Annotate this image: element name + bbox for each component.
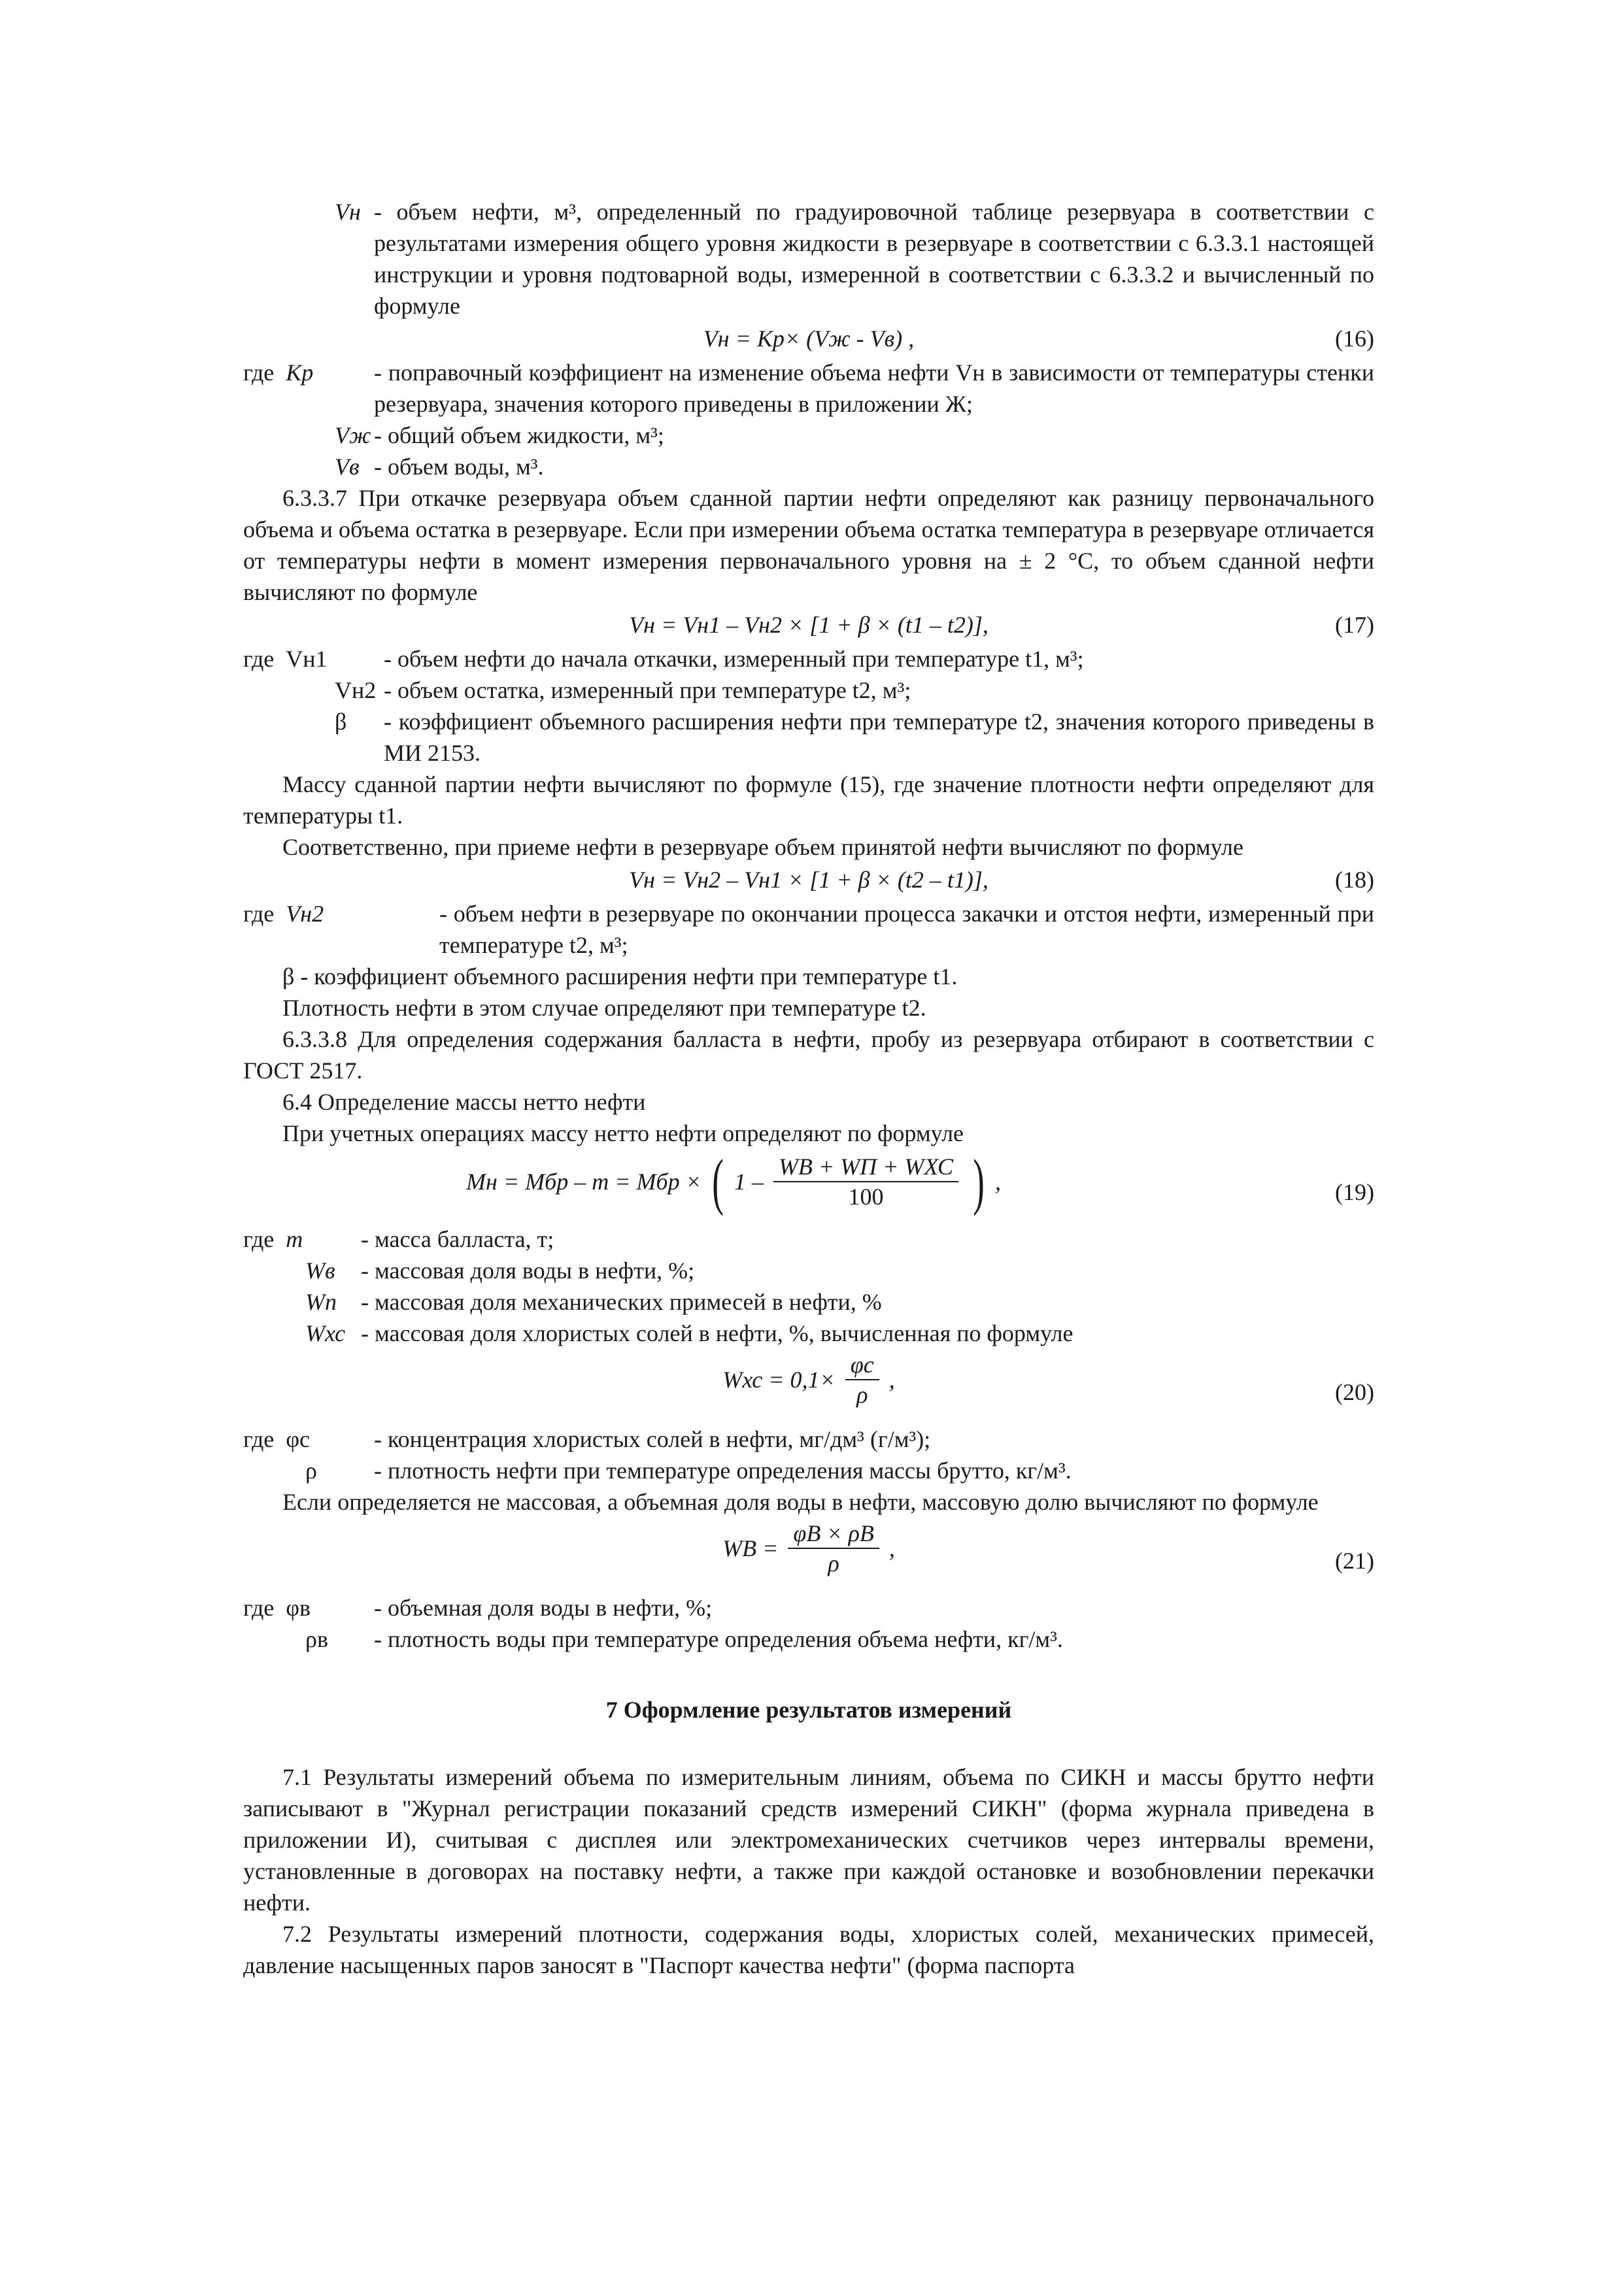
where-label: где: [243, 1595, 275, 1621]
paragraph-6338: 6.3.3.8 Для определения содержания балласта в нефти, пробу из резервуара отбирают в соответствии с ГОСТ 2517.: [243, 1026, 1374, 1084]
symbol: m: [286, 1226, 303, 1252]
formula-18: [243, 864, 1374, 897]
definition-vn2-accept: [243, 898, 1374, 961]
formula-number: (19): [1335, 1179, 1374, 1205]
definition-text: - плотность нефти при температуре определения массы брутто, кг/м³.: [374, 1457, 1072, 1484]
page-content: [243, 196, 1374, 1981]
symbol: Vн2: [335, 677, 377, 703]
symbol: Wв: [305, 1257, 335, 1284]
formula-lhs: Mн = Mбр – m = Mбр ×: [465, 1169, 701, 1195]
formula-expression: Vн = Vн1 – Vн2 × [1 + β × (t1 – t2)],: [629, 612, 988, 638]
formula-tail: ,: [888, 1367, 895, 1393]
definition-wp: [243, 1286, 1374, 1318]
definition-rho: [243, 1455, 1374, 1486]
symbol: φc: [286, 1426, 311, 1452]
definition-wv: [243, 1255, 1374, 1286]
symbol: Vн1: [286, 646, 328, 672]
symbol: Vн: [335, 199, 361, 225]
symbol: Kр: [286, 359, 314, 386]
formula-17: [243, 609, 1374, 642]
formula-expression: Vн = Vн2 – Vн1 × [1 + β × (t2 – t1)],: [629, 867, 988, 893]
definition-vn1: [243, 643, 1374, 674]
close-paren: ): [973, 1146, 985, 1216]
definition-text: - концентрация хлористых солей в нефти, мг/дм³ (г/м³);: [374, 1426, 931, 1452]
definition-text: - объем воды, м³.: [374, 454, 544, 480]
open-paren: (: [712, 1146, 724, 1216]
symbol: φв: [286, 1595, 311, 1621]
fraction-denominator: 100: [848, 1184, 884, 1210]
formula-expression: Vн = Kр× (Vж - Vв) ,: [703, 325, 915, 352]
formula-tail: ,: [995, 1169, 1002, 1195]
paragraph-accept: Соответственно, при приеме нефти в резервуаре объем принятой нефти вычисляют по формуле: [282, 834, 1243, 860]
formula-number: (18): [1335, 867, 1374, 893]
symbol: Vж: [335, 422, 371, 448]
definition-text: - массовая доля механических примесей в нефти, %: [361, 1289, 882, 1315]
paragraph-net-mass: При учетных операциях массу нетто нефти определяют по формуле: [282, 1120, 964, 1146]
definition-text: - общий объем жидкости, м³;: [374, 422, 664, 448]
symbol: ρ: [305, 1457, 317, 1484]
formula-16: [243, 323, 1374, 356]
paragraph-volume-fraction: Если определяется не массовая, а объемная доля воды в нефти, массовую долю вычисляют по формуле: [282, 1489, 1319, 1515]
definition-text: - коэффициент объемного расширения нефти при температуре t2, значения которого приведены в МИ 2153.: [384, 708, 1374, 766]
paragraph-72: 7.2 Результаты измерений плотности, содержания воды, хлористых солей, механических примесей, давление насыщенных паров заносят в "Паспорт качества нефти" (форма паспорта: [243, 1921, 1374, 1978]
formula-19: [243, 1146, 1374, 1222]
symbol: ρв: [305, 1626, 328, 1652]
definition-text: - объем нефти, м³, определенный по градуировочной таблице резервуара в соответствии с результатами измерения общего уровня жидкости в резервуаре в соответствии с 6.3.3.1 настоящей инструкции и уровня подтоварной воды, измеренной в соответствии с 6.3.3.2 и вычисленный по формуле: [374, 199, 1374, 319]
fraction-numerator: WB + WП + WХС: [773, 1152, 958, 1182]
definition-text: - масса балласта, т;: [361, 1226, 554, 1252]
symbol: Wхс: [305, 1320, 346, 1346]
paragraph-mass-sold: Массу сданной партии нефти вычисляют по формуле (15), где значение плотности нефти определяют для температуры t1.: [243, 771, 1374, 829]
definition-text: - поправочный коэффициент на изменение объема нефти Vн в зависимости от температуры стенки резервуара, значения которого приведены в приложении Ж;: [374, 359, 1374, 417]
formula-number: (16): [1335, 325, 1374, 352]
where-label: где: [243, 646, 275, 672]
fraction: [773, 1152, 958, 1211]
formula-lhs: WB =: [722, 1535, 779, 1561]
where-label: где: [243, 901, 275, 927]
definition-text: - объем нефти в резервуаре по окончании процесса закачки и отстоя нефти, измеренный при температуре t2, м³;: [439, 901, 1374, 958]
definition-beta: [243, 706, 1374, 769]
formula-number: (21): [1335, 1548, 1374, 1574]
definition-m: [243, 1223, 1374, 1255]
formula-21: [243, 1519, 1374, 1591]
fraction-numerator: φc: [845, 1350, 879, 1380]
symbol: β: [335, 708, 347, 735]
where-label: где: [243, 359, 275, 386]
formula-tail: ,: [888, 1535, 895, 1561]
definition-phiv: [243, 1592, 1374, 1623]
formula-number: (20): [1335, 1379, 1374, 1405]
symbol: Wп: [305, 1289, 337, 1315]
where-label: где: [243, 1426, 275, 1452]
definition-text: - объем остатка, измеренный при температуре t2, м³;: [384, 677, 911, 703]
definition-vzh: [243, 420, 1374, 451]
definition-text: - массовая доля воды в нефти, %;: [361, 1257, 695, 1284]
definition-whs: [243, 1318, 1374, 1349]
fraction-numerator: φB × ρB: [788, 1519, 879, 1549]
where-label: где: [243, 1226, 275, 1252]
fraction: [788, 1519, 879, 1578]
definition-kp: [243, 357, 1374, 420]
paragraph-density: Плотность нефти в этом случае определяют при температуре t2.: [282, 995, 926, 1021]
section-heading: 7 Оформление результатов измерений: [605, 1697, 1012, 1723]
definition-vn2: [243, 674, 1374, 706]
formula-number: (17): [1335, 612, 1374, 638]
fraction: [845, 1350, 879, 1409]
definition-text: - массовая доля хлористых солей в нефти, %, вычисленная по формуле: [361, 1320, 1073, 1346]
fraction-denominator: ρ: [856, 1382, 868, 1408]
paragraph-64: 6.4 Определение массы нетто нефти: [282, 1089, 646, 1115]
definition-vv: [243, 451, 1374, 482]
definition-text: - объемная доля воды в нефти, %;: [374, 1595, 713, 1621]
paragraph-71: 7.1 Результаты измерений объема по измерительным линиям, объема по СИКН и массы брутто нефти записывают в "Журнал регистрации показаний средств измерений СИКН" (форма журнала приведена в приложении И), считывая с дисплея или электромеханических счетчиков через интервалы времени, установленные в договорах на поставку нефти, а также при каждой остановке и возобновлении перекачки нефти.: [243, 1764, 1374, 1916]
paragraph-6337: 6.3.3.7 При откачке резервуара объем сданной партии нефти определяют как разницу первоначального объема и объема остатка в резервуаре. Если при измерении объема остатка температура в резервуаре отличается от температуры нефти в момент измерения первоначального уровня на ± 2 °С, то объем сданной нефти вычисляют по формуле: [243, 485, 1374, 605]
definition-text: - плотность воды при температуре определения объема нефти, кг/м³.: [374, 1626, 1064, 1652]
definition-text: - объем нефти до начала откачки, измеренный при температуре t1, м³;: [384, 646, 1084, 672]
definition-vn: [243, 196, 1374, 322]
definition-rhov: [243, 1623, 1374, 1655]
formula-lhs: Wхс = 0,1×: [722, 1367, 836, 1393]
formula-one: 1 –: [734, 1169, 764, 1195]
definition-phic: [243, 1423, 1374, 1455]
paragraph-beta: β - коэффициент объемного расширения нефти при температуре t1.: [282, 963, 958, 990]
symbol: Vв: [335, 454, 360, 480]
symbol: Vн2: [286, 901, 324, 927]
fraction-denominator: ρ: [828, 1550, 839, 1576]
formula-20: [243, 1350, 1374, 1422]
